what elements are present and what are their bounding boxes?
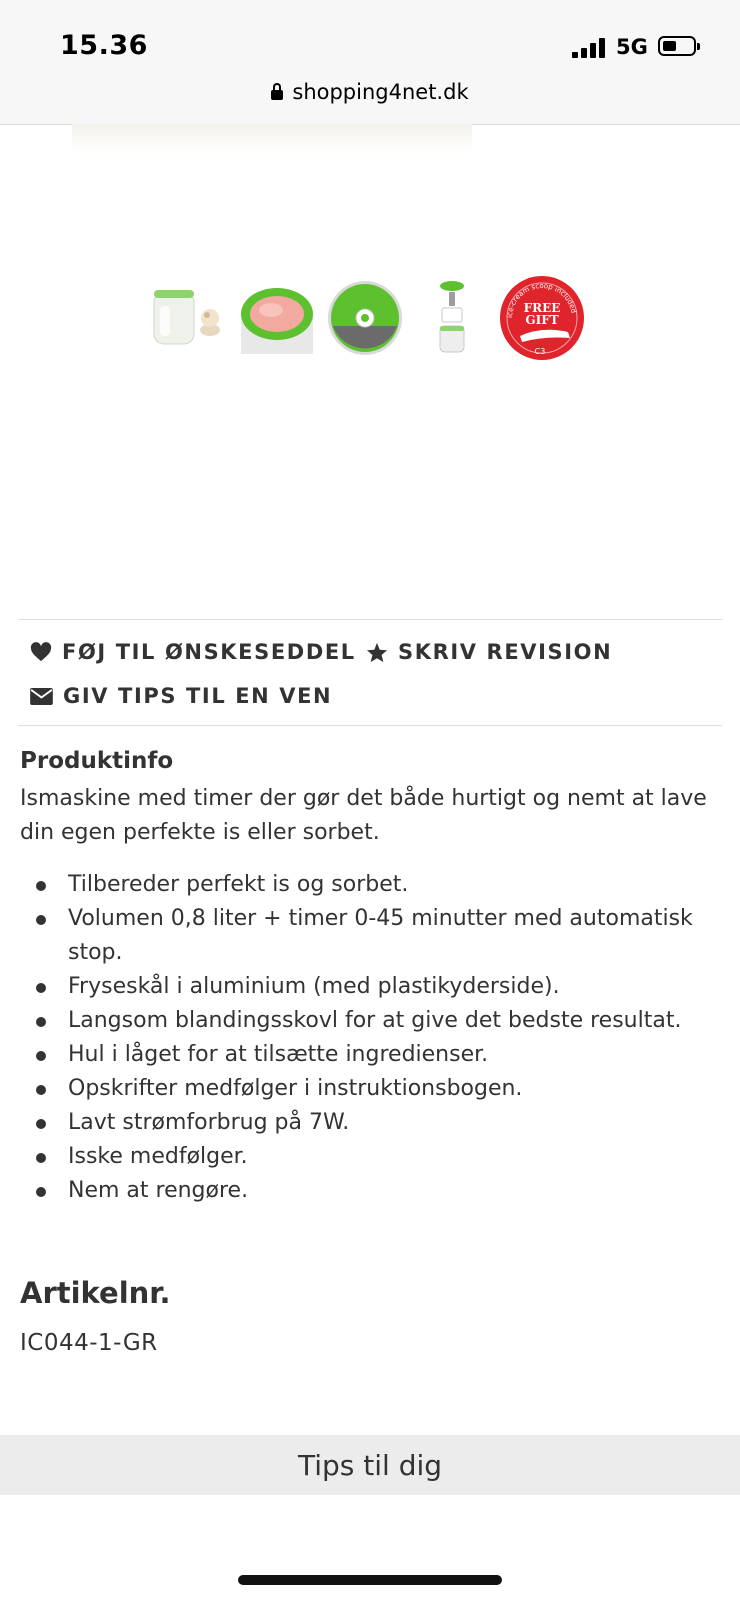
star-icon <box>366 642 388 663</box>
list-item: Nem at rengøre. <box>20 1174 730 1208</box>
green-lid-top-view-image <box>325 278 405 358</box>
free-gift-scoop-badge <box>498 274 586 362</box>
battery-icon <box>658 36 696 56</box>
review-label: SKRIV REVISION <box>398 640 613 664</box>
write-review-link[interactable] <box>366 640 612 664</box>
thumbnail-strip <box>150 278 610 360</box>
tips-heading: Tips til dig <box>297 1448 443 1482</box>
home-indicator[interactable] <box>238 1575 502 1585</box>
feature-list <box>20 868 730 1208</box>
thumbnail-4[interactable] <box>412 278 492 358</box>
tip-friend-link[interactable] <box>30 684 332 708</box>
thumbnail-2[interactable] <box>237 278 317 358</box>
address-bar[interactable] <box>0 80 740 104</box>
list-item: Fryseskål i aluminium (med plastikyderside). <box>20 970 730 1004</box>
list-item: Opskrifter medfølger i instruktionsbogen. <box>20 1072 730 1106</box>
status-bar <box>0 0 740 125</box>
list-item: Isske medfølger. <box>20 1140 730 1174</box>
list-item: Tilbereder perfekt is og sorbet. <box>20 868 730 902</box>
add-to-wishlist-link[interactable] <box>30 640 356 664</box>
badge-line-1: FREE <box>523 301 561 315</box>
badge-arc-text: ice-cream scoop included <box>505 281 578 319</box>
tips-for-you-section <box>0 1435 740 1495</box>
thumbnail-3[interactable] <box>325 278 405 358</box>
ice-cream-maker-product-image <box>150 278 230 358</box>
divider <box>18 619 722 620</box>
lock-icon <box>271 90 283 100</box>
list-item: Hul i låget for at tilsætte ingredienser. <box>20 1038 730 1072</box>
badge-line-2: GIFT <box>525 313 559 327</box>
tip-friend-label: GIV TIPS TIL EN VEN <box>63 684 333 708</box>
list-item: Langsom blandingsskovl for at give det bedste resultat. <box>20 1004 730 1038</box>
signal-strength-icon <box>572 38 606 58</box>
exploded-parts-view-image <box>412 278 492 358</box>
thumbnail-1[interactable] <box>150 278 230 358</box>
main-product-image <box>72 124 472 154</box>
heart-icon <box>30 642 52 662</box>
article-number-value: IC044-1-GR <box>20 1330 158 1356</box>
list-item: Lavt strømforbrug på 7W. <box>20 1106 730 1140</box>
thumbnail-5[interactable] <box>498 274 586 362</box>
article-number-heading: Artikelnr. <box>20 1276 171 1310</box>
product-description: Ismaskine med timer der gør det både hurtigt og nemt at lave din egen perfekte is eller sorbet. <box>20 786 707 845</box>
list-item: Volumen 0,8 liter + timer 0-45 minutter med automatisk stop. <box>20 902 730 970</box>
wishlist-label: FØJ TIL ØNSKESEDDEL <box>62 640 356 664</box>
ice-cream-bowl-top-view-image <box>237 278 317 358</box>
divider <box>18 725 722 726</box>
network-type: 5G <box>616 35 648 59</box>
url-text: shopping4net.dk <box>292 80 469 104</box>
clock: 15.36 <box>60 30 148 61</box>
envelope-icon <box>30 688 53 705</box>
badge-mark: C3 <box>534 347 546 356</box>
product-info-heading: Produktinfo <box>20 748 174 774</box>
